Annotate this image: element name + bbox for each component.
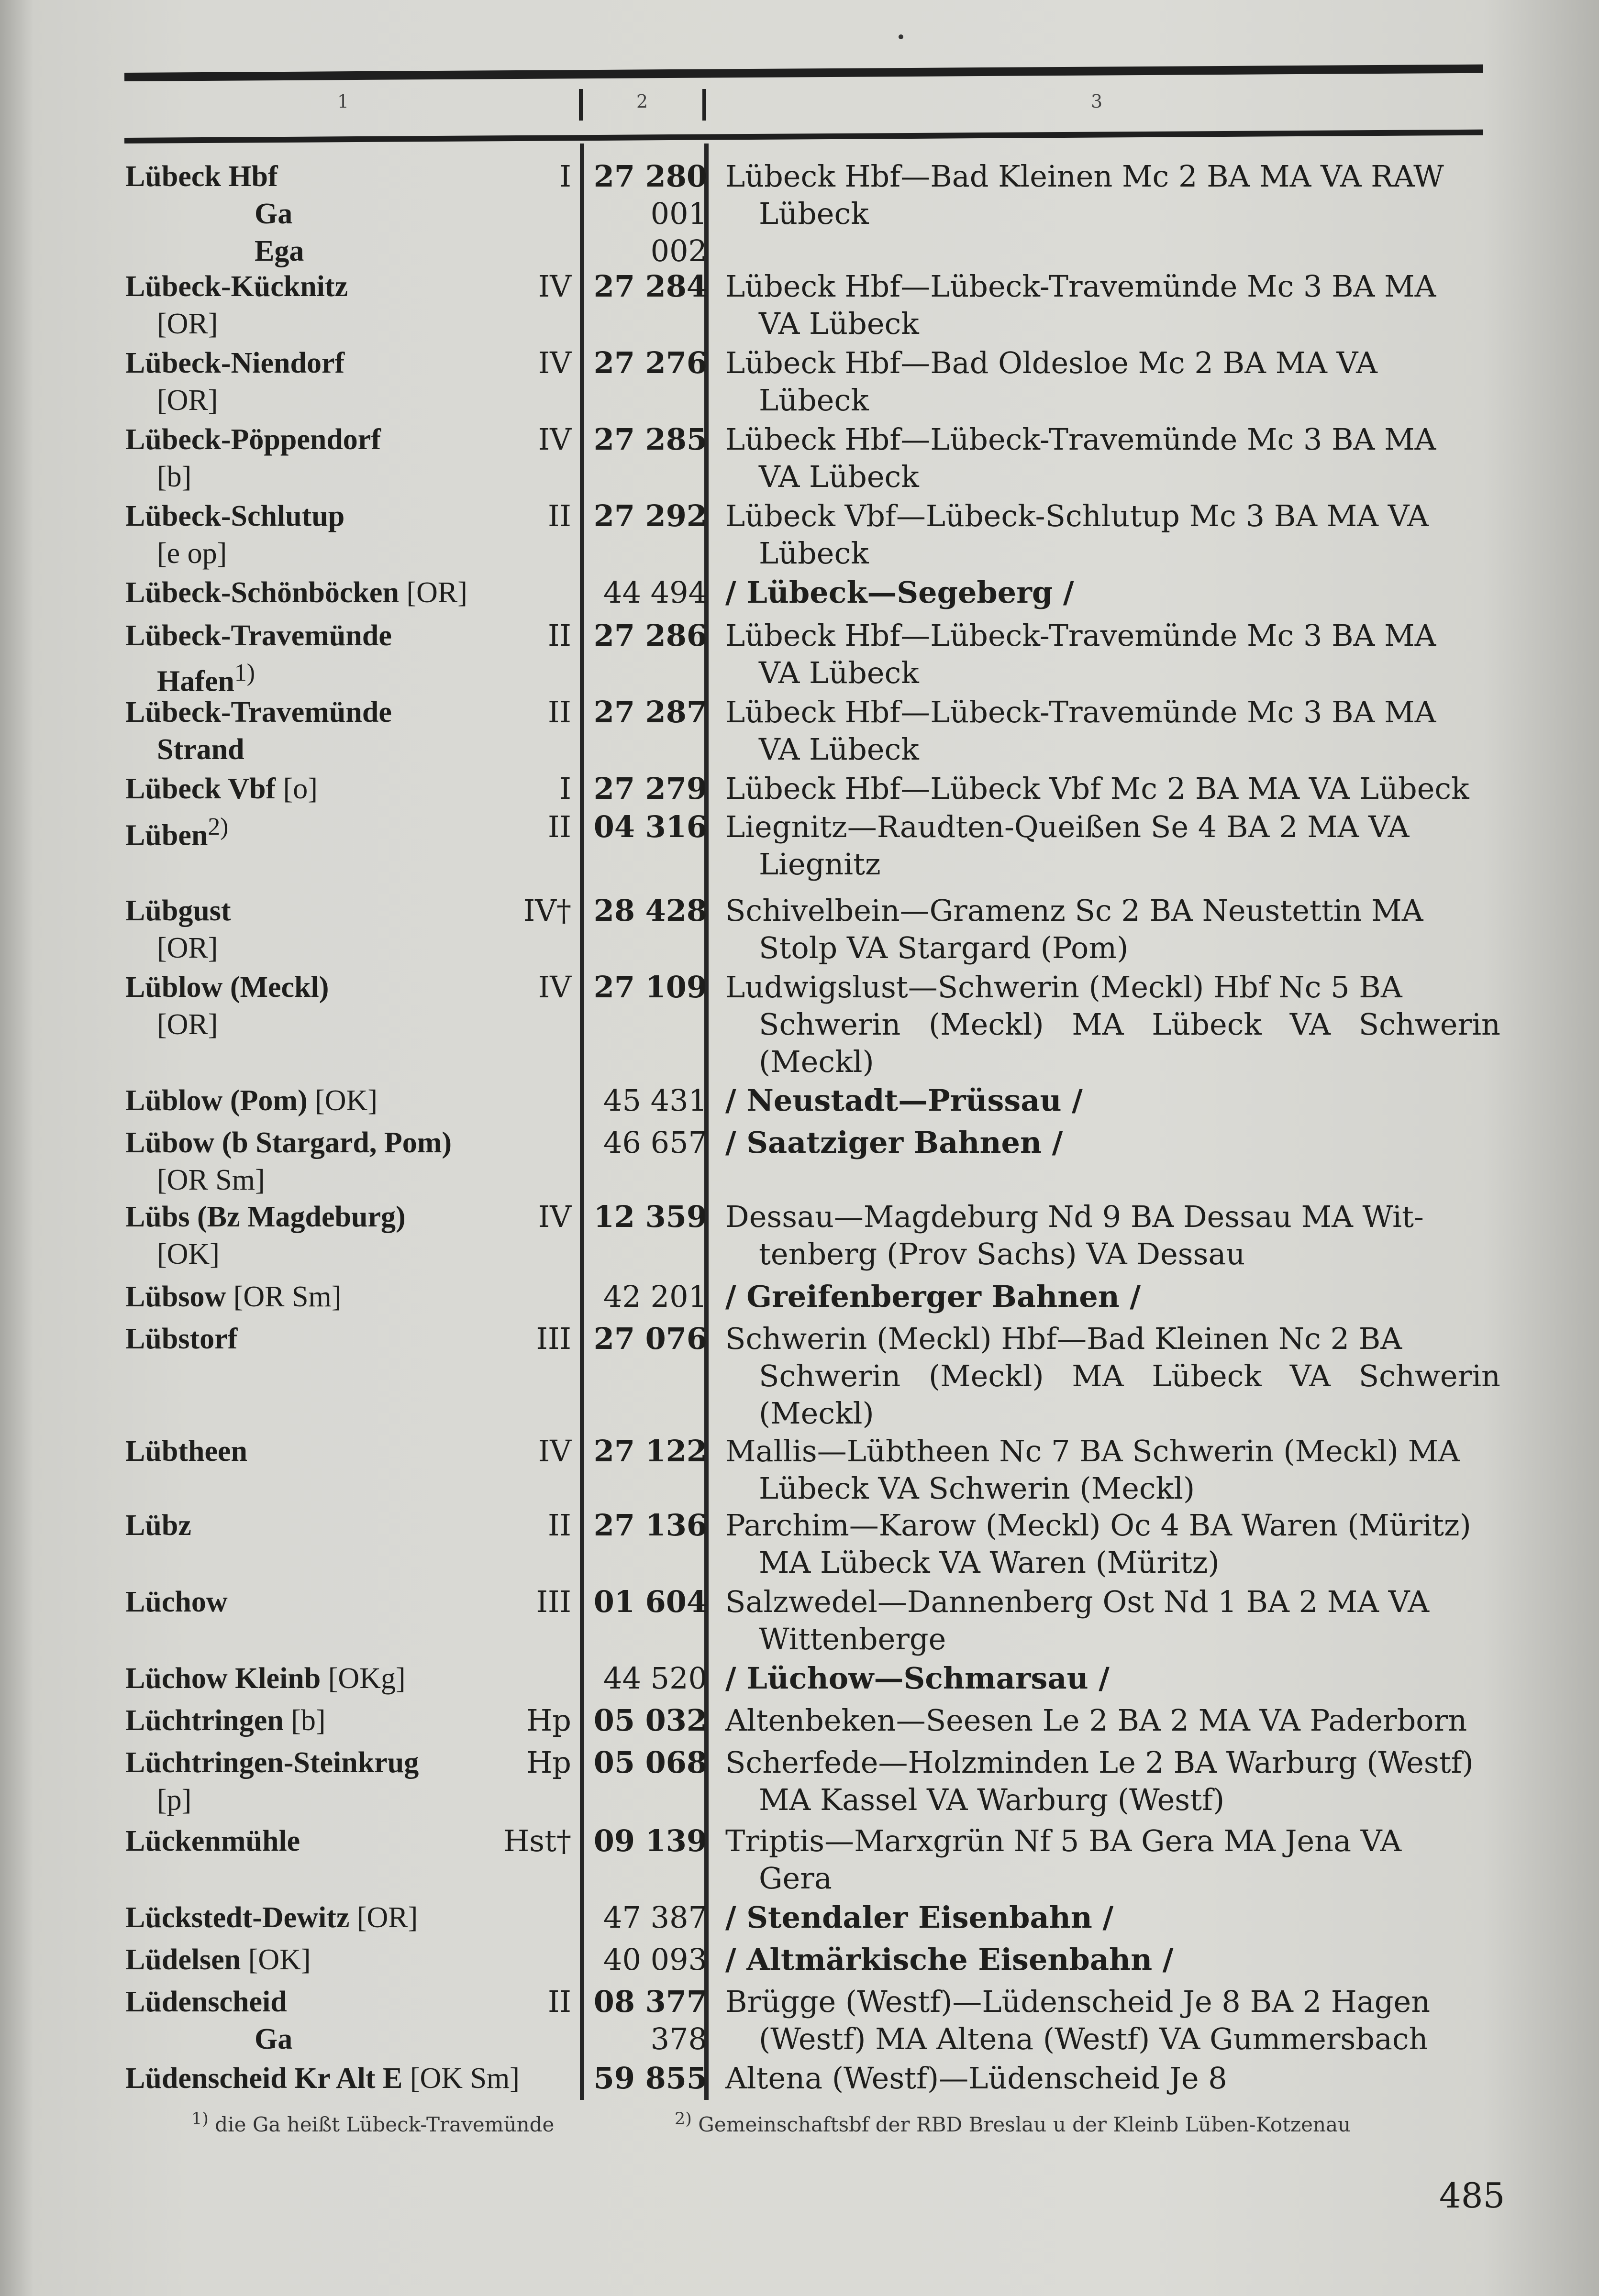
station-cell <box>125 1082 604 1119</box>
header-separator-2 <box>702 89 706 121</box>
station-name: Lüchow <box>125 1586 228 1618</box>
station-cell <box>125 158 604 270</box>
footnote-ref: 2) <box>208 813 229 840</box>
station-name: Lübeck Vbf <box>125 773 276 805</box>
station-number: 04 316 <box>593 809 707 844</box>
station-cell <box>125 497 604 572</box>
station-number: 27 286 <box>593 618 707 653</box>
route-info: / Neustadt—Prüssau / <box>725 1083 1083 1118</box>
station-name-cont: Strand <box>157 733 244 766</box>
station-name: Lübs (Bz Magdeburg) <box>125 1201 406 1233</box>
footnote-1: $^{1)}$ die Ga heißt Lübeck-Travemünde <box>191 2109 555 2136</box>
route-info: Lübeck Hbf—Lübeck-Travemünde Mc 3 BA MA VA Lübeck <box>725 422 1436 494</box>
station-name: Lübeck-Travemünde <box>125 619 392 652</box>
station-extra: [OK] <box>157 1238 220 1270</box>
station-extra: [OK] <box>248 1943 311 1976</box>
station-number: 44 494 <box>603 575 707 610</box>
route-info: / Altmärkische Eisenbahn / <box>725 1942 1174 1977</box>
column-header-3: 3 <box>1091 91 1103 112</box>
station-extra: [OR] <box>157 932 218 964</box>
route-info: / Stendaler Eisenbahn / <box>725 1900 1114 1935</box>
route-info: Lübeck Vbf—Lübeck-Schlutup Mc 3 BA MA VA Lübeck <box>725 498 1429 571</box>
station-name: Lübeck-Niendorf <box>125 347 345 379</box>
route-info: Salzwedel—Dannenberg Ost Nd 1 BA 2 MA VA Wittenberge <box>725 1584 1430 1656</box>
station-class: III <box>536 1321 571 1356</box>
station-class: II <box>548 1508 571 1543</box>
station-name: Lübeck-Travemünde <box>125 696 392 729</box>
station-extra: [OR] <box>157 308 218 340</box>
route-info: Dessau—Magdeburg Nd 9 BA Dessau MA Wit- tenberg (Prov Sachs) VA Dessau <box>725 1199 1424 1271</box>
station-extra: [OKg] <box>328 1662 406 1695</box>
route-info: Schivelbein—Gramenz Sc 2 BA Neustettin MA Stolp VA Stargard (Pom) <box>725 893 1423 965</box>
station-extra: [o] <box>283 773 318 805</box>
station-number: 05 068 <box>593 1745 707 1780</box>
station-sub: Ga <box>255 2023 293 2055</box>
station-extra: [OR Sm] <box>233 1280 342 1313</box>
route-info: Parchim—Karow (Meckl) Oc 4 BA Waren (Müritz) MA Lübeck VA Waren (Müritz) <box>725 1508 1471 1580</box>
station-cell <box>125 694 604 768</box>
station-number: 28 428 <box>593 893 707 928</box>
station-number: 27 279 <box>593 771 707 806</box>
footnote-ref: 1) <box>234 659 255 686</box>
station-name: Lübow (b Stargard, Pom) <box>125 1126 452 1159</box>
route-info: Triptis—Marxgrün Nf 5 BA Gera MA Jena VA Gera <box>725 1823 1402 1896</box>
station-class: Hst† <box>503 1823 571 1858</box>
station-name: Lüdenscheid Kr Alt E <box>125 2062 403 2095</box>
station-class: III <box>536 1584 571 1619</box>
station-class: IV <box>538 970 571 1004</box>
station-cell <box>125 1433 604 1470</box>
station-cell <box>125 1198 604 1273</box>
station-sub: Ga <box>255 198 293 230</box>
station-class: I <box>559 159 571 194</box>
route-info: Altena (Westf)—Lüdenscheid Je 8 <box>725 2061 1227 2096</box>
route-info: Lübeck Hbf—Lübeck Vbf Mc 2 BA MA VA Lübeck <box>725 771 1469 806</box>
route-info: / Lübeck—Segeberg / <box>725 575 1074 610</box>
header-rule-bottom <box>124 130 1483 144</box>
station-number: 42 201 <box>603 1279 707 1314</box>
station-number: 27 122 <box>593 1434 707 1468</box>
station-number: 27 284 <box>593 269 707 304</box>
station-name: Lüchtringen-Steinkrug <box>125 1746 419 1779</box>
route-info: Lübeck Hbf—Lübeck-Travemünde Mc 3 BA MA VA Lübeck <box>725 269 1436 341</box>
route-info: / Saatziger Bahnen / <box>725 1125 1063 1160</box>
station-number: 27 109 <box>593 970 707 1004</box>
station-number: 40 093 <box>603 1942 707 1977</box>
route-info: / Greifenberger Bahnen / <box>725 1279 1141 1314</box>
station-cell <box>125 2060 604 2097</box>
station-cell <box>125 344 604 419</box>
station-cell <box>125 1983 604 2058</box>
station-number: 27 276 <box>593 345 707 380</box>
station-name: Lübeck-Kücknitz <box>125 270 348 303</box>
station-name: Lübz <box>125 1509 191 1542</box>
station-extra: [OR] <box>157 1008 218 1041</box>
station-name: Lübsow <box>125 1280 226 1313</box>
station-class: Hp <box>526 1703 571 1738</box>
route-info: Scherfede—Holzminden Le 2 BA Warburg (Westf) MA Kassel VA Warburg (Westf) <box>725 1745 1474 1817</box>
station-cell <box>125 770 604 807</box>
column-header-2: 2 <box>636 91 648 112</box>
route-info: Brügge (Westf)—Lüdenscheid Je 8 BA 2 Hagen (Westf) MA Altena (Westf) VA Gummersbach <box>725 1984 1431 2056</box>
route-info: Lübeck Hbf—Lübeck-Travemünde Mc 3 BA MA VA Lübeck <box>725 695 1436 767</box>
station-number: 47 387 <box>603 1900 707 1935</box>
route-info: Schwerin (Meckl) Hbf—Bad Kleinen Nc 2 BA Schwerin (Meckl) MA Lübeck VA Schwerin (Meckl) <box>725 1321 1500 1431</box>
station-cell <box>125 1941 604 1978</box>
station-number: 27 136 <box>593 1508 707 1543</box>
station-name: Lübtheen <box>125 1435 247 1468</box>
station-class: IV <box>538 345 571 380</box>
station-number: 59 855 <box>593 2061 707 2096</box>
station-extra: [b] <box>157 461 192 493</box>
station-name: Lüchow Kleinb <box>125 1662 321 1695</box>
station-extra: [OK Sm] <box>410 2062 520 2095</box>
station-number: 12 359 <box>593 1199 707 1234</box>
station-cell <box>125 1278 604 1315</box>
station-class: IV <box>538 422 571 457</box>
station-number: 46 657 <box>603 1125 707 1160</box>
station-extra: [OR Sm] <box>157 1164 265 1196</box>
station-name: Lüben <box>125 819 208 852</box>
station-extra: [OK] <box>315 1084 378 1117</box>
station-number: 45 431 <box>603 1083 707 1118</box>
speck <box>899 34 903 39</box>
station-name: Lüdenscheid <box>125 1986 287 2018</box>
page-number: 485 <box>1439 2175 1505 2216</box>
route-info: Mallis—Lübtheen Nc 7 BA Schwerin (Meckl) MA Lübeck VA Schwerin (Meckl) <box>725 1434 1460 1506</box>
station-number: 05 032 <box>593 1703 707 1738</box>
station-number: 08 377 378 <box>593 1984 707 2056</box>
route-info: Lübeck Hbf—Bad Oldesloe Mc 2 BA MA VA Lübeck <box>725 345 1377 418</box>
footnote-2: $^{2)}$ Gemeinschaftsbf der RBD Breslau u der Kleinb Lüben-Kotzenau <box>675 2109 1351 2136</box>
station-class: Hp <box>526 1745 571 1780</box>
station-extra: [OR] <box>406 576 467 609</box>
station-class: I <box>559 771 571 806</box>
station-name-cont: Hafen <box>157 665 234 698</box>
station-name: Lübstorf <box>125 1323 238 1355</box>
station-name: Lüdelsen <box>125 1943 241 1976</box>
station-number: 27 076 <box>593 1321 707 1356</box>
route-info: Altenbeken—Seesen Le 2 BA 2 MA VA Paderborn <box>725 1703 1467 1738</box>
station-name: Lübeck-Pöppendorf <box>125 423 381 456</box>
route-info: Lübeck Hbf—Bad Kleinen Mc 2 BA MA VA RAW Lübeck <box>725 159 1444 231</box>
station-extra: [b] <box>291 1704 326 1737</box>
station-name: Lückenmühle <box>125 1825 300 1857</box>
station-class: II <box>548 618 571 653</box>
station-class: II <box>548 809 571 844</box>
station-name: Lüchtringen <box>125 1704 284 1737</box>
station-class: IV <box>538 1199 571 1234</box>
station-sub: Ega <box>255 235 304 267</box>
station-cell <box>125 1899 604 1936</box>
station-number: 01 604 <box>593 1584 707 1619</box>
station-cell <box>125 1124 604 1199</box>
station-number: 27 280 001 002 <box>593 159 707 268</box>
station-extra: [e op] <box>157 537 227 570</box>
station-cell <box>125 1583 604 1621</box>
station-name: Lübeck-Schönböcken <box>125 576 399 609</box>
station-name: Lückstedt-Dewitz <box>125 1901 350 1934</box>
station-cell <box>125 1320 604 1358</box>
header-rule-top <box>124 65 1483 81</box>
station-extra: [OR] <box>157 384 218 417</box>
station-class: IV <box>538 269 571 304</box>
station-cell <box>125 969 604 1043</box>
station-cell <box>125 1660 604 1697</box>
station-class: II <box>548 498 571 533</box>
station-number: 44 520 <box>603 1661 707 1696</box>
header-separator-1 <box>579 89 583 121</box>
station-extra: [p] <box>157 1784 192 1816</box>
station-name: Lüblow (Meckl) <box>125 971 329 1004</box>
station-class: II <box>548 695 571 729</box>
station-name: Lübeck-Schlutup <box>125 500 345 532</box>
station-cell <box>125 808 604 854</box>
station-class: IV† <box>523 893 571 928</box>
station-cell <box>125 268 604 342</box>
station-number: 27 292 <box>593 498 707 533</box>
station-cell <box>125 574 604 611</box>
station-class: II <box>548 1984 571 2019</box>
route-info: Ludwigslust—Schwerin (Meckl) Hbf Nc 5 BA Schwerin (Meckl) MA Lübeck VA Schwerin (Meckl) <box>725 970 1500 1079</box>
station-class: IV <box>538 1434 571 1468</box>
route-info: Lübeck Hbf—Lübeck-Travemünde Mc 3 BA MA VA Lübeck <box>725 618 1436 690</box>
station-name: Lübeck Hbf <box>125 160 278 193</box>
station-number: 09 139 <box>593 1823 707 1858</box>
station-name: Lüblow (Pom) <box>125 1084 308 1117</box>
station-cell <box>125 1507 604 1544</box>
column-header-1: 1 <box>337 91 349 112</box>
station-cell <box>125 421 604 496</box>
station-name: Lübgust <box>125 894 231 927</box>
station-extra: [OR] <box>356 1901 418 1934</box>
route-info: / Lüchow—Schmarsau / <box>725 1661 1110 1696</box>
route-info: Liegnitz—Raudten-Queißen Se 4 BA 2 MA VA Liegnitz <box>725 809 1410 882</box>
station-cell <box>125 617 604 700</box>
station-number: 27 285 <box>593 422 707 457</box>
station-number: 27 287 <box>593 695 707 729</box>
